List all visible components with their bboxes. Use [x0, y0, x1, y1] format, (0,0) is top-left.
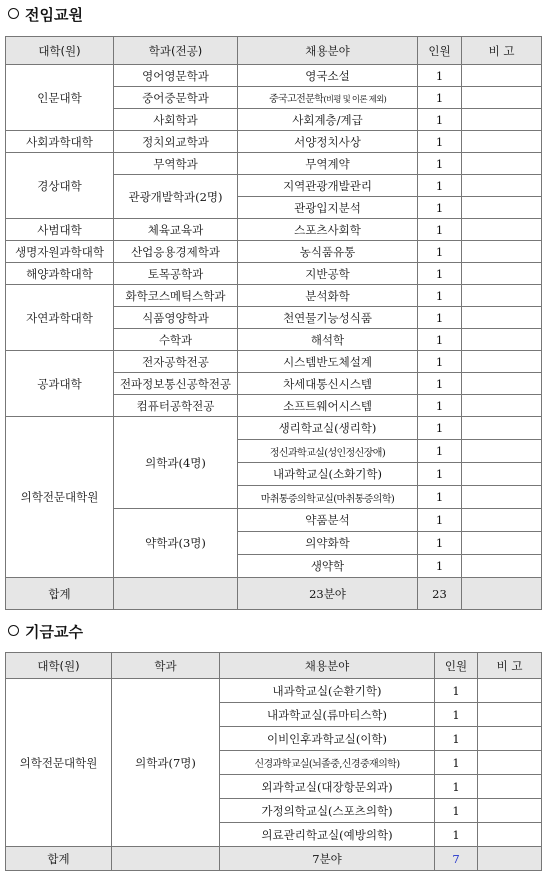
- dept-cell: 수학과: [114, 329, 238, 351]
- remarks-cell: [462, 131, 542, 153]
- remarks-cell: [462, 463, 542, 486]
- section-title-fulltime: 전임교원: [8, 5, 83, 25]
- header-dept: 학과: [112, 653, 220, 679]
- total-fields: 23분야: [238, 578, 418, 610]
- fulltime-faculty-table: [5, 36, 542, 610]
- count-cell: 1: [418, 555, 462, 578]
- dept-cell: 무역학과: [114, 153, 238, 175]
- dept-cell: 사회학과: [114, 109, 238, 131]
- remarks-cell: [478, 799, 542, 823]
- header-college: 대학(원): [6, 37, 114, 65]
- count-cell: 1: [418, 175, 462, 197]
- total-fields: 7분야: [220, 847, 435, 871]
- count-cell: 1: [435, 799, 478, 823]
- dept-cell: 토목공학과: [114, 263, 238, 285]
- remarks-cell: [462, 486, 542, 509]
- table-row: [6, 131, 542, 153]
- college-cell: 생명자원과학대학: [6, 241, 114, 263]
- count-cell: 1: [418, 263, 462, 285]
- college-cell: 경상대학: [6, 153, 114, 219]
- remarks-cell: [478, 751, 542, 775]
- section-title-fund: 기금교수: [8, 622, 83, 642]
- college-cell: 의학전문대학원: [6, 679, 112, 847]
- header-dept: 학과(전공): [114, 37, 238, 65]
- total-row: [6, 847, 542, 871]
- college-cell: 인문대학: [6, 65, 114, 131]
- table-row: [6, 219, 542, 241]
- count-cell: 1: [418, 197, 462, 219]
- dept-cell: 컴퓨터공학전공: [114, 395, 238, 417]
- remarks-cell: [462, 241, 542, 263]
- count-cell: 1: [418, 351, 462, 373]
- table-row: [6, 679, 542, 703]
- count-cell: 1: [418, 329, 462, 351]
- remarks-cell: [462, 65, 542, 87]
- count-cell: 1: [435, 679, 478, 703]
- count-cell: 1: [435, 823, 478, 847]
- field-cell: 신경과학교실(뇌졸중,신경중재의학): [220, 751, 435, 775]
- header-remarks: 비 고: [462, 37, 542, 65]
- count-cell: 1: [418, 395, 462, 417]
- remarks-cell: [462, 109, 542, 131]
- header-field: 채용분야: [238, 37, 418, 65]
- count-cell: 1: [435, 775, 478, 799]
- remarks-cell: [462, 440, 542, 463]
- field-cell: 지반공학: [238, 263, 418, 285]
- field-note: (비평 및 이론 제외): [323, 95, 386, 105]
- remarks-cell: [462, 532, 542, 555]
- remarks-cell: [478, 727, 542, 751]
- header-field: 채용분야: [220, 653, 435, 679]
- remarks-cell: [462, 509, 542, 532]
- table-row: [6, 285, 542, 307]
- table-row: [6, 417, 542, 440]
- dept-cell: 약학과(3명): [114, 509, 238, 578]
- count-cell: 1: [418, 65, 462, 87]
- count-cell: 1: [418, 131, 462, 153]
- total-remarks: [478, 847, 542, 871]
- field-cell: 시스템반도체설계: [238, 351, 418, 373]
- field-cell: 천연물기능성식품: [238, 307, 418, 329]
- field-cell: 마취통증의학교실(마취통증의학): [238, 486, 418, 509]
- dept-cell: 화학코스메틱스학과: [114, 285, 238, 307]
- count-cell: 1: [418, 532, 462, 555]
- header-count: 인원: [418, 37, 462, 65]
- table-header-row: [6, 37, 542, 65]
- field-cell: 약품분석: [238, 509, 418, 532]
- field-cell: 내과학교실(순환기학): [220, 679, 435, 703]
- header-count: 인원: [435, 653, 478, 679]
- remarks-cell: [462, 263, 542, 285]
- remarks-cell: [478, 679, 542, 703]
- remarks-cell: [462, 153, 542, 175]
- circle-bullet-icon: [8, 8, 19, 19]
- count-cell: 1: [435, 727, 478, 751]
- college-cell: 사회과학대학: [6, 131, 114, 153]
- total-label: 합계: [6, 578, 114, 610]
- dept-cell: 산업응용경제학과: [114, 241, 238, 263]
- dept-cell: 의학과(7명): [112, 679, 220, 847]
- college-cell: 공과대학: [6, 351, 114, 417]
- dept-cell: 체육교육과: [114, 219, 238, 241]
- remarks-cell: [478, 703, 542, 727]
- college-cell: 자연과학대학: [6, 285, 114, 351]
- remarks-cell: [478, 823, 542, 847]
- count-cell: 1: [418, 463, 462, 486]
- field-cell: 농식품유통: [238, 241, 418, 263]
- remarks-cell: [462, 329, 542, 351]
- field-cell: 지역관광개발관리: [238, 175, 418, 197]
- field-cell: 관광입지분석: [238, 197, 418, 219]
- header-college: 대학(원): [6, 653, 112, 679]
- remarks-cell: [462, 555, 542, 578]
- dept-cell: 정치외교학과: [114, 131, 238, 153]
- count-cell: 1: [418, 509, 462, 532]
- field-cell: 정신과학교실(성인정신장애): [238, 440, 418, 463]
- college-cell: 사범대학: [6, 219, 114, 241]
- field-cell: 영국소설: [238, 65, 418, 87]
- count-cell: 1: [418, 109, 462, 131]
- field-cell: 중국고전문학(비평 및 이론 제외): [238, 87, 418, 109]
- fund-professor-table: [5, 652, 542, 871]
- table-row: [6, 351, 542, 373]
- count-cell: 1: [418, 417, 462, 440]
- remarks-cell: [462, 307, 542, 329]
- dept-cell: 영어영문학과: [114, 65, 238, 87]
- remarks-cell: [462, 219, 542, 241]
- dept-cell: 의학과(4명): [114, 417, 238, 509]
- count-cell: 1: [418, 153, 462, 175]
- remarks-cell: [462, 87, 542, 109]
- field-cell: 해석학: [238, 329, 418, 351]
- field-cell: 분석화학: [238, 285, 418, 307]
- count-cell: 1: [418, 373, 462, 395]
- remarks-cell: [478, 775, 542, 799]
- remarks-cell: [462, 373, 542, 395]
- field-cell: 생리학교실(생리학): [238, 417, 418, 440]
- dept-cell: 전파정보통신공학전공: [114, 373, 238, 395]
- field-cell: 스포츠사회학: [238, 219, 418, 241]
- table-row: [6, 263, 542, 285]
- field-cell: 무역계약: [238, 153, 418, 175]
- remarks-cell: [462, 197, 542, 219]
- field-cell: 이비인후과학교실(이학): [220, 727, 435, 751]
- field-cell: 차세대통신시스템: [238, 373, 418, 395]
- header-remarks: 비 고: [478, 653, 542, 679]
- count-cell: 1: [418, 440, 462, 463]
- field-cell: 가정의학교실(스포츠의학): [220, 799, 435, 823]
- total-row: [6, 578, 542, 610]
- table-row: [6, 65, 542, 87]
- circle-bullet-icon: [8, 625, 19, 636]
- table-row: [6, 153, 542, 175]
- field-cell: 의료관리학교실(예방의학): [220, 823, 435, 847]
- remarks-cell: [462, 175, 542, 197]
- count-cell: 1: [418, 219, 462, 241]
- dept-cell: 관광개발학과(2명): [114, 175, 238, 219]
- field-cell: 내과학교실(류마티스학): [220, 703, 435, 727]
- dept-cell: 중어중문학과: [114, 87, 238, 109]
- field-cell: 사회계층/계급: [238, 109, 418, 131]
- dept-cell: 전자공학전공: [114, 351, 238, 373]
- total-empty: [114, 578, 238, 610]
- remarks-cell: [462, 285, 542, 307]
- count-cell: 1: [418, 486, 462, 509]
- count-cell: 1: [418, 285, 462, 307]
- college-cell: 해양과학대학: [6, 263, 114, 285]
- table-header-row: [6, 653, 542, 679]
- count-cell: 1: [418, 307, 462, 329]
- count-cell: 1: [435, 703, 478, 727]
- remarks-cell: [462, 395, 542, 417]
- field-cell: 의약화학: [238, 532, 418, 555]
- total-remarks: [462, 578, 542, 610]
- field-cell: 소프트웨어시스템: [238, 395, 418, 417]
- count-cell: 1: [418, 241, 462, 263]
- college-cell: 의학전문대학원: [6, 417, 114, 578]
- field-cell: 내과학교실(소화기학): [238, 463, 418, 486]
- field-cell: 서양정치사상: [238, 131, 418, 153]
- total-label: 합계: [6, 847, 112, 871]
- total-count: 7: [435, 847, 478, 871]
- remarks-cell: [462, 351, 542, 373]
- count-cell: 1: [435, 751, 478, 775]
- total-empty: [112, 847, 220, 871]
- field-cell: 외과학교실(대장항문외과): [220, 775, 435, 799]
- total-count: 23: [418, 578, 462, 610]
- dept-cell: 식품영양학과: [114, 307, 238, 329]
- field-cell: 생약학: [238, 555, 418, 578]
- remarks-cell: [462, 417, 542, 440]
- table-row: [6, 241, 542, 263]
- count-cell: 1: [418, 87, 462, 109]
